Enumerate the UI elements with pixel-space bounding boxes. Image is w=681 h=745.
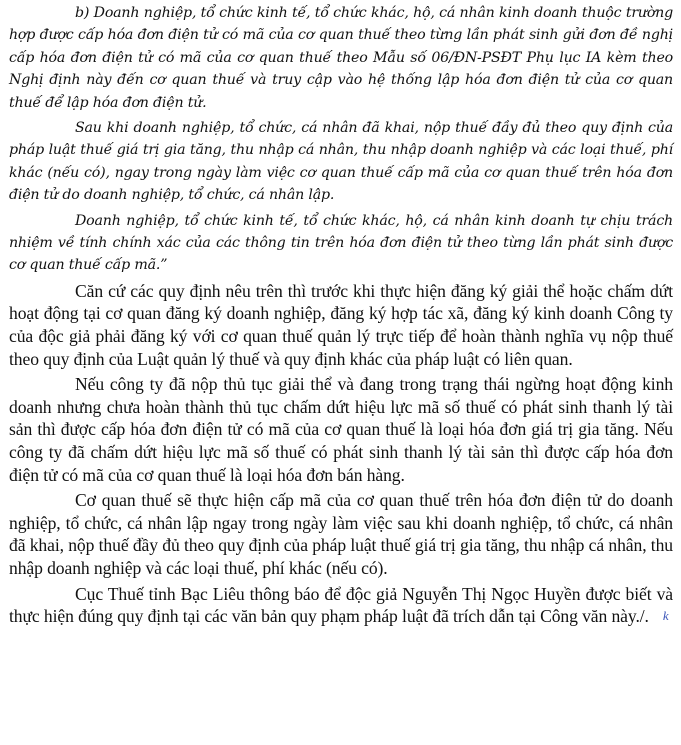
paragraph-dissolution-case: Nếu công ty đã nộp thủ tục giải thể và đang trong trạng thái ngừng hoạt động kinh doanh nhưng chưa hoàn thành thủ tục chấm dứt hiệu lực mã số thuế có phát sinh thanh lý tài sản thì được cấp hóa đơn điện tử có mã của cơ quan thuế là loại hóa đơn giá trị gia tăng. Nếu công ty đã chấm dứt hiệu lực mã số thuế có phát sinh thanh lý tài sản thì được cấp hóa đơn điện tử có mã của cơ quan thuế là loại hóa đơn bán hàng. [9,374,673,485]
paragraph-quote-responsibility: Doanh nghiệp, tổ chức kinh tế, tổ chức khác, hộ, cá nhân kinh doanh tự chịu trách nhiệm về tính chính xác của các thông tin trên hóa đơn điện tử theo từng lần phát sinh được cơ quan thuế cấp mã.” [9,212,673,274]
paragraph-conclusion [9,583,673,628]
paragraph-quote-after-filing: Sau khi doanh nghiệp, tổ chức, cá nhân đã khai, nộp thuế đầy đủ theo quy định của pháp luật thuế giá trị gia tăng, thu nhập cá nhân, thu nhập doanh nghiệp và các loại thuế, phí khác (nếu có), ngay trong ngày làm việc cơ quan thuế cấp mã của cơ quan thuế trên hóa đơn điện tử do doanh nghiệp, tổ chức, cá nhân lập. [9,120,673,204]
document-page [9,2,673,631]
paragraph-legal-basis: Căn cứ các quy định nêu trên thì trước khi thực hiện đăng ký giải thể hoặc chấm dứt hoạt động tại cơ quan đăng ký doanh nghiệp, đăng ký hợp tác xã, đăng ký kinh doanh Công ty của độc giả phải đăng ký với cơ quan thuế quản lý trực tiếp để hoàn thành nghĩa vụ nộp thuế theo quy định của Luật quản lý thuế và quy định khác của pháp luật có liên quan. [9,280,673,369]
initial-mark: k [662,608,669,624]
conclusion-text: Cục Thuế tỉnh Bạc Liêu thông báo để độc giả Nguyễn Thị Ngọc Huyền được biết và thực hiện đúng quy định tại các văn bản quy phạm pháp luật đã trích dẫn tại Công văn này./. [9,583,673,627]
paragraph-tax-authority-code: Cơ quan thuế sẽ thực hiện cấp mã của cơ quan thuế trên hóa đơn điện tử do doanh nghiệp, tổ chức, cá nhân lập ngay trong ngày làm việc sau khi doanh nghiệp, tổ chức, cá nhân đã khai, nộp thuế đầy đủ theo quy định của pháp luật thuế giá trị gia tăng, thu nhập cá nhân, thu nhập doanh nghiệp và các loại thuế, phí khác (nếu có). [9,490,673,578]
paragraph-quote-b: b) Doanh nghiệp, tổ chức kinh tế, tổ chức khác, hộ, cá nhân kinh doanh thuộc trường hợp được cấp hóa đơn điện tử có mã của cơ quan thuế theo từng lần phát sinh gửi đơn đề nghị cấp hóa đơn điện tử có mã của cơ quan thuế theo Mẫu số 06/ĐN-PSĐT Phụ lục IA kèm theo Nghị định này đến cơ quan thuế và truy cập vào hệ thống lập hóa đơn điện tử của cơ quan thuế để lập hóa đơn điện tử. [9,5,673,111]
